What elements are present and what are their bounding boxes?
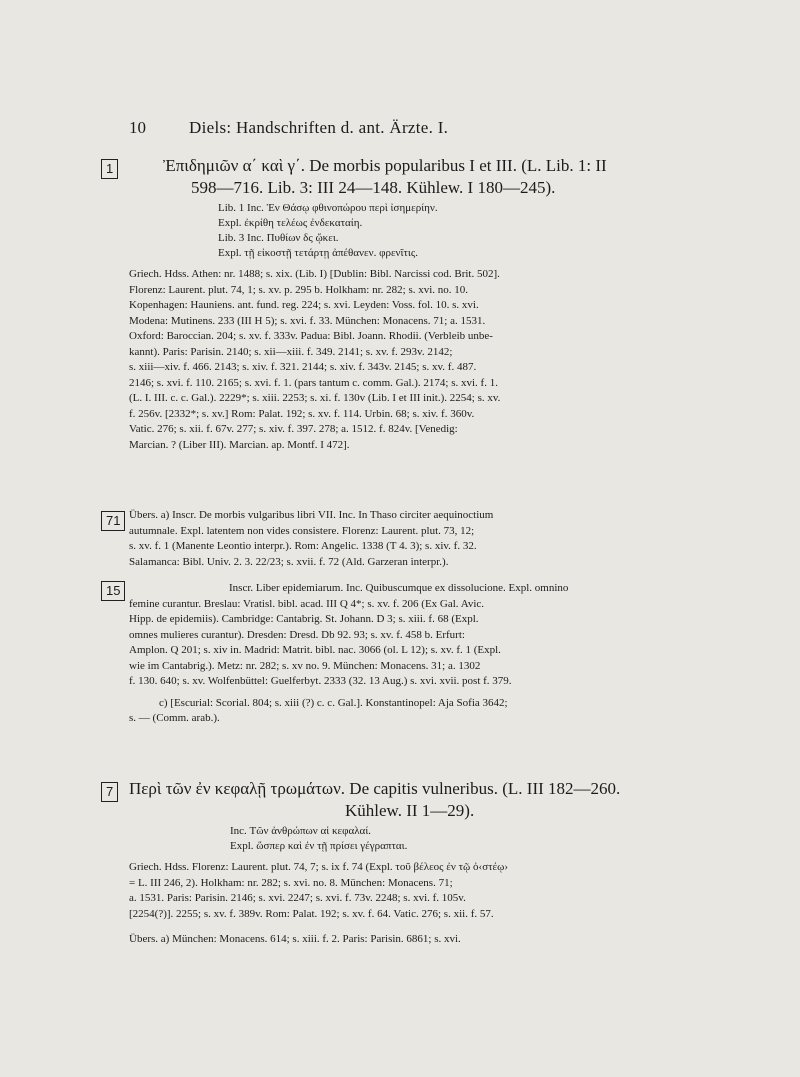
entry-translation-a: [106, 508, 735, 570]
text-line: s. xiii—xiv. f. 466. 2143; s. xiv. f. 321. 2144; s. xiv. f. 343v. 2145; s. xv. f. 487.: [129, 361, 477, 373]
text-line: Inscr. Liber epidemiarum. Inc. Quibuscumque ex dissolucione. Expl. omnino: [229, 582, 569, 594]
entry-title: Περὶ τῶν ἐν κεφαλῇ τρωμάτων. De capitis vulneribus. (L. III 182—260.: [129, 779, 621, 798]
text-line: a. 1531. Paris: Parisin. 2146; s. xvi. 2247; s. xvi. f. 73v. 2248; s. xvi. f. 105v.: [129, 892, 466, 904]
translation-text: [115, 581, 735, 690]
text-line: Vatic. 276; s. xii. f. 67v. 277; s. xiv. f. 397. 278; a. 1512. f. 824v. [Venedig:: [129, 423, 458, 435]
manuscript-list: [115, 267, 735, 453]
text-line: Übers. a) München: Monacens. 614; s. xiii. f. 2. Paris: Parisin. 6861; s. xvi.: [129, 933, 461, 945]
text-line: wie im Cantabrig.). Metz: nr. 282; s. xv no. 9. München: Monacens. 31; a. 1302: [129, 659, 481, 672]
text-line: Florenz: Laurent. plut. 74, 1; s. xv. p. 295 b. Holkham: nr. 282; s. xvi. no. 10.: [129, 283, 469, 296]
text-line: f. 256v. [2332*; s. xv.] Rom: Palat. 192; s. xv. f. 114. Urbin. 68; s. xiv. f. 360v.: [129, 407, 475, 420]
text-line: [2254(?)]. 2255; s. xv. f. 389v. Rom: Palat. 192; s. xv. f. 64. Vatic. 276; s. xii. f. 57.: [129, 907, 494, 920]
entry-title-cont: Kühlew. II 1—29).: [345, 801, 475, 820]
text-line: autumnale. Expl. latentem non vides consistere. Florenz: Laurent. plut. 73, 12;: [129, 524, 475, 537]
text-line: Übers. a) Inscr. De morbis vulgaribus libri VII. Inc. In Thaso circiter aequinoctium: [129, 509, 494, 521]
manuscript-list: [115, 860, 735, 922]
incipit-line: Inc. Τῶν ἀνθρώπων αἱ κεφαλαί.: [230, 825, 372, 837]
translation-text: [115, 508, 735, 570]
translation-a: [115, 932, 735, 948]
entry-title: Ἐπιδημιῶν α΄ καὶ γ΄. De morbis popularibus I et III. (L. Lib. 1: II: [163, 156, 607, 175]
text-line: Kopenhagen: Hauniens. ant. fund. reg. 224; s. xvi. Leyden: Voss. fol. 10. s. xvi.: [129, 299, 479, 311]
text-line: c) [Escurial: Scorial. 804; s. xiii (?) c. c. Gal.]. Konstantinopel: Aja Sofia 3642;: [159, 696, 508, 709]
entry-tag: 71: [101, 511, 125, 531]
text-line: Griech. Hdss. Athen: nr. 1488; s. xix. (Lib. I) [Dublin: Bibl. Narcissi cod. Brit. 502].: [129, 268, 500, 280]
text-line: s. xv. f. 1 (Manente Leontio interpr.). Rom: Angelic. 1338 (T 4. 3); s. xiv. f. 32.: [129, 540, 477, 552]
entry-tag: 15: [101, 581, 125, 601]
entry-translation-b: [106, 581, 735, 727]
entry-tag: 7: [101, 782, 118, 802]
incipit-line: Expl. τῇ εἰκοστῇ τετάρτῃ ἀπέθανεν. φρενῖτις.: [218, 247, 418, 259]
text-line: f. 130. 640; s. xv. Wolfenbüttel: Guelferbyt. 2333 (32. 13 Aug.) s. xvi. xvii. post f. 379.: [129, 675, 512, 687]
entry-head-wounds: [106, 778, 735, 948]
text-line: s. — (Comm. arab.).: [129, 712, 220, 724]
text-line: (L. I. III. c. c. Gal.). 2229*; s. xiii. 2253; s. xi. f. 130v (Lib. I et III init.). 2254; s. xv.: [129, 392, 501, 404]
page-number: 10: [129, 118, 146, 137]
incipit-line: Lib. 3 Inc. Πυθίων δς ᾤκει.: [218, 232, 339, 244]
running-title: Diels: Handschriften d. ant. Ärzte. I.: [189, 118, 449, 137]
text-line: Hipp. de epidemiis). Cambridge: Cantabrig. St. Johann. D 3; s. xiii. f. 68 (Expl.: [129, 613, 479, 625]
entry-tag: 1: [101, 159, 118, 179]
entry-epidemics: [106, 155, 735, 453]
incipit-line: Expl. ὥσπερ καὶ ἐν τῇ πρίσει γέγραπται.: [230, 840, 408, 852]
text-line: Oxford: Baroccian. 204; s. xv. f. 333v. Padua: Bibl. Joann. Rhodii. (Verbleib unbe-: [129, 330, 493, 342]
page-header: [129, 118, 649, 138]
entry-title-cont: 598—716. Lib. 3: III 24—148. Kühlew. I 180—245).: [191, 178, 556, 197]
text-line: = L. III 246, 2). Holkham: nr. 282; s. xvi. no. 8. München: Monacens. 71;: [129, 876, 453, 889]
text-line: Modena: Mutinens. 233 (III H 5); s. xvi. f. 33. München: Monacens. 71; a. 1531.: [129, 314, 486, 327]
incipit-line: Lib. 1 Inc. Ἐν Θάσῳ φθινοπώρου περὶ ἰσημερίην.: [218, 202, 438, 214]
text-line: Amplon. Q 201; s. xiv in. Madrid: Matrit. bibl. nac. 3066 (ol. L 12); s. xv. f. 1 (Expl.: [129, 644, 501, 656]
text-line: Griech. Hdss. Florenz: Laurent. plut. 74, 7; s. ix f. 74 (Expl. τοῦ βέλεος ἐν τῷ ὀ‹στέῳ›: [129, 861, 509, 873]
translation-c: [115, 696, 735, 727]
text-line: Marcian. ? (Liber III). Marcian. ap. Montf. I 472].: [129, 438, 350, 451]
text-line: 2146; s. xvi. f. 110. 2165; s. xvi. f. 1. (pars tantum c. comm. Gal.). 2174; s. xvi. f. 1.: [129, 376, 498, 389]
text-line: femine curantur. Breslau: Vratisl. bibl. acad. III Q 4*; s. xv. f. 206 (Ex Gal. Avic.: [129, 597, 485, 610]
text-line: Salamanca: Bibl. Univ. 2. 3. 22/23; s. xvii. f. 72 (Ald. Garzeran interpr.).: [129, 555, 449, 568]
text-line: kannt). Paris: Parisin. 2140; s. xii—xiii. f. 349. 2141; s. xv. f. 293v. 2142;: [129, 345, 453, 358]
text-line: omnes mulieres curantur). Dresden: Dresd. Db 92. 93; s. xv. f. 458 b. Erfurt:: [129, 628, 465, 641]
incipit-line: Expl. ἐκρίθη τελέως ἐνδεκαταίη.: [218, 217, 363, 229]
